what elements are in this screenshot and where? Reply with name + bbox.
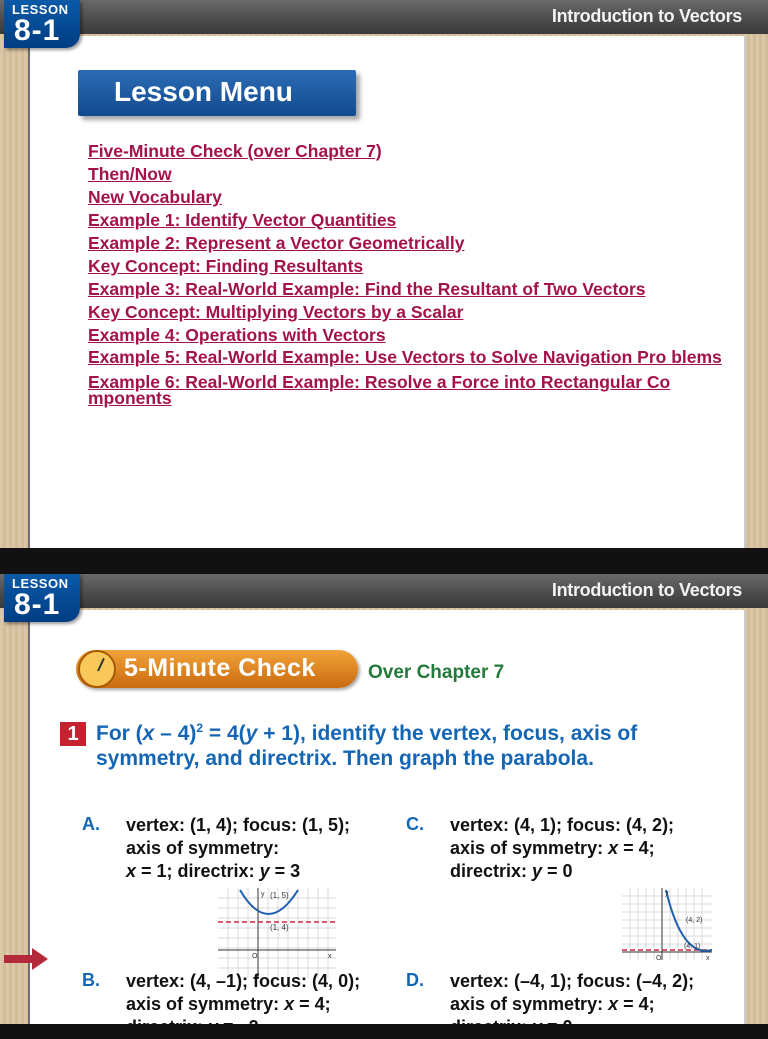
- text: = 4;: [618, 838, 655, 858]
- menu-item: [88, 349, 738, 365]
- graph-label: (1, 5): [270, 891, 289, 900]
- var: y: [208, 1017, 219, 1037]
- graph-label: O: [252, 953, 258, 960]
- text: directrix:: [450, 1017, 533, 1037]
- menu-item: [88, 374, 738, 406]
- question-part: For (: [96, 722, 143, 745]
- graph-label: x: [706, 955, 710, 962]
- menu-link-example-2[interactable]: Example 2: Represent a Vector Geometrically: [88, 233, 465, 253]
- menu-link-then-now[interactable]: Then/Now: [88, 164, 172, 184]
- menu-item: [88, 165, 738, 183]
- option-line: vertex: (4, –1); focus: (4, 0);: [126, 971, 361, 991]
- text: = –2: [218, 1017, 259, 1037]
- question-var: x: [142, 722, 155, 745]
- option-b-letter[interactable]: B.: [82, 970, 100, 990]
- text: = 0: [542, 861, 573, 881]
- option-line: [126, 993, 360, 1016]
- var: x: [284, 994, 295, 1014]
- lesson-badge-word: LESSON: [12, 576, 69, 591]
- option-line: axis of symmetry:: [126, 838, 280, 858]
- graph-label: (4, 1): [684, 943, 701, 950]
- menu-link-example-3[interactable]: Example 3: Real-World Example: Find the Resultant of Two Vectors: [88, 279, 646, 299]
- menu-link-example-1[interactable]: Example 1: Identify Vector Quantities: [88, 210, 397, 230]
- menu-item: [88, 326, 738, 344]
- five-minute-check-label: 5-Minute Check: [124, 654, 316, 682]
- option-d-text[interactable]: [450, 970, 694, 1039]
- five-minute-check-slide: [0, 574, 768, 1037]
- option-line: [450, 1016, 694, 1039]
- text: = 0: [542, 1017, 573, 1037]
- menu-item: [88, 142, 738, 160]
- answer-arrow-icon: [4, 948, 48, 970]
- text: = 3: [269, 861, 301, 881]
- var: x: [608, 994, 619, 1014]
- graph-label: y: [261, 891, 265, 898]
- option-line: vertex: (1, 4); focus: (1, 5);: [126, 815, 351, 835]
- question-part: = 4(: [203, 722, 246, 745]
- var: x: [608, 838, 619, 858]
- option-line: vertex: (4, 1); focus: (4, 2);: [450, 815, 675, 835]
- text: axis of symmetry:: [450, 838, 609, 858]
- lesson-menu-title-text: Lesson Menu: [114, 76, 293, 107]
- lesson-topic-title: Introduction to Vectors: [551, 6, 742, 26]
- graph-label: (4, 2): [686, 917, 703, 924]
- menu-link-five-minute-check[interactable]: Five-Minute Check (over Chapter 7): [88, 141, 382, 161]
- text: directrix:: [450, 861, 533, 881]
- lesson-topic-title: Introduction to Vectors: [551, 580, 742, 600]
- option-b-text[interactable]: [126, 970, 360, 1039]
- option-c-text[interactable]: [450, 814, 674, 883]
- option-c-letter[interactable]: C.: [406, 814, 424, 834]
- text: = 4;: [294, 994, 331, 1014]
- graph-label: x: [328, 953, 332, 960]
- text: = 4;: [618, 994, 655, 1014]
- question-text: [96, 716, 736, 771]
- lesson-badge: [4, 574, 80, 622]
- text: axis of symmetry:: [450, 994, 609, 1014]
- clock-icon: [78, 650, 116, 688]
- menu-item: [88, 303, 738, 321]
- option-line: [126, 860, 350, 883]
- option-a-letter[interactable]: A.: [82, 814, 100, 834]
- question-exponent: 2: [196, 721, 204, 735]
- graph-label: (1, 4): [270, 923, 289, 932]
- question-var: y: [245, 722, 258, 745]
- option-line: vertex: (–4, 1); focus: (–4, 2);: [450, 971, 695, 991]
- question-part: – 4): [154, 722, 197, 745]
- graph-label: O: [656, 955, 662, 962]
- menu-item: [88, 280, 738, 298]
- question-part: + 1), identify the vertex, focus, axis of symmetry, and directrix. Then graph the parabola.: [96, 722, 638, 770]
- menu-link-key-concept-scalar[interactable]: Key Concept: Multiplying Vectors by a Scalar: [88, 302, 464, 322]
- question-number: 1: [60, 722, 86, 746]
- var: y: [259, 861, 270, 881]
- content-panel: [28, 36, 746, 548]
- lesson-menu-list: [88, 142, 738, 415]
- option-a-graph: [218, 888, 336, 978]
- over-chapter-label: Over Chapter 7: [368, 662, 505, 683]
- lesson-badge-number: 8-1: [14, 14, 61, 47]
- option-line: [450, 837, 674, 860]
- var: x: [126, 861, 137, 881]
- graph-label: y: [665, 890, 669, 897]
- menu-link-example-4[interactable]: Example 4: Operations with Vectors: [88, 325, 386, 345]
- menu-item: [88, 257, 738, 275]
- text: directrix:: [126, 1017, 209, 1037]
- lesson-badge-word: LESSON: [12, 2, 69, 17]
- menu-link-example-6[interactable]: Example 6: Real-World Example: Resolve a Force into Rectangular Co mponents: [88, 372, 671, 408]
- five-minute-check-badge: [76, 650, 358, 688]
- var: y: [532, 1017, 543, 1037]
- content-panel: [28, 610, 746, 1037]
- lesson-badge-number: 8-1: [14, 588, 61, 621]
- option-d-letter[interactable]: D.: [406, 970, 424, 990]
- option-line: [126, 1016, 360, 1039]
- menu-link-new-vocabulary[interactable]: New Vocabulary: [88, 187, 222, 207]
- menu-item: [88, 234, 738, 252]
- menu-link-example-5[interactable]: Example 5: Real-World Example: Use Vectors to Solve Navigation Pro blems: [88, 347, 722, 367]
- text: = 1; directrix:: [136, 861, 260, 881]
- lesson-menu-title: [78, 70, 356, 116]
- var: y: [532, 861, 543, 881]
- option-line: [450, 993, 694, 1016]
- menu-link-key-concept-resultants[interactable]: Key Concept: Finding Resultants: [88, 256, 364, 276]
- menu-item: [88, 188, 738, 206]
- menu-item: [88, 211, 738, 229]
- option-line: [450, 860, 674, 883]
- text: axis of symmetry:: [126, 994, 285, 1014]
- option-a-text[interactable]: [126, 814, 350, 883]
- lesson-badge: [4, 0, 80, 48]
- option-c-graph: [622, 888, 712, 960]
